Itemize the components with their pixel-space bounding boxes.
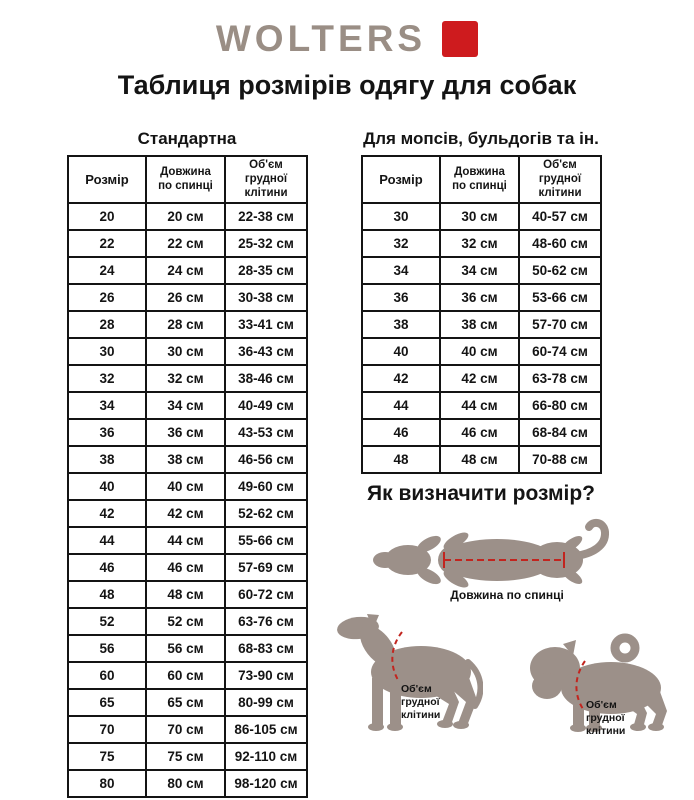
back-length-label: Довжина по спинці (450, 588, 564, 602)
table-cell: 63-76 см (225, 608, 307, 635)
table-cell: 30 см (440, 203, 519, 230)
table-cell: 52 см (146, 608, 225, 635)
wolters-logo (0, 20, 694, 57)
table-cell: 52-62 см (225, 500, 307, 527)
table-row (362, 446, 601, 473)
table-cell: 75 (68, 743, 146, 770)
table-cell: 33-41 см (225, 311, 307, 338)
table-cell: 70 см (146, 716, 225, 743)
table-cell: 38 (362, 311, 440, 338)
table-row (68, 365, 307, 392)
table-cell: 38 см (146, 446, 225, 473)
table-cell: 34 см (146, 392, 225, 419)
header-chest-girth: Об'єм грудної клітини (225, 156, 307, 203)
table-cell: 50-62 см (519, 257, 601, 284)
table-row (362, 203, 601, 230)
table-cell: 34 см (440, 257, 519, 284)
table-header-row (68, 156, 307, 203)
table-cell: 48 (68, 581, 146, 608)
table-cell: 46 см (440, 419, 519, 446)
standard-table-title: Стандартна (137, 129, 237, 148)
table-cell: 28-35 см (225, 257, 307, 284)
table-cell: 38-46 см (225, 365, 307, 392)
table-cell: 57-69 см (225, 554, 307, 581)
table-cell: 63-78 см (519, 365, 601, 392)
table-cell: 60-74 см (519, 338, 601, 365)
table-cell: 49-60 см (225, 473, 307, 500)
dog-top-view-illustration (372, 518, 614, 596)
table-row (362, 311, 601, 338)
table-cell: 86-105 см (225, 716, 307, 743)
table-cell: 60-72 см (225, 581, 307, 608)
table-cell: 42 (362, 365, 440, 392)
table-cell: 98-120 см (225, 770, 307, 797)
table-row (68, 743, 307, 770)
table-row (68, 716, 307, 743)
table-row (362, 419, 601, 446)
chest-girth-label: Об'єм грудної клітини (401, 683, 441, 722)
table-cell: 68-83 см (225, 635, 307, 662)
table-cell: 34 (362, 257, 440, 284)
pug-size-table (361, 155, 602, 474)
table-row (68, 473, 307, 500)
table-cell: 70 (68, 716, 146, 743)
table-cell: 44 (362, 392, 440, 419)
table-cell: 26 см (146, 284, 225, 311)
table-cell: 32 (362, 230, 440, 257)
table-cell: 65 см (146, 689, 225, 716)
table-cell: 40 см (146, 473, 225, 500)
table-cell: 53-66 см (519, 284, 601, 311)
table-cell: 40 (68, 473, 146, 500)
table-cell: 40 см (440, 338, 519, 365)
header-size: Розмір (362, 156, 440, 203)
table-cell: 48-60 см (519, 230, 601, 257)
table-cell: 44 см (146, 527, 225, 554)
table-cell: 24 см (146, 257, 225, 284)
table-cell: 22 см (146, 230, 225, 257)
table-cell: 30-38 см (225, 284, 307, 311)
table-cell: 68-84 см (519, 419, 601, 446)
table-cell: 20 (68, 203, 146, 230)
table-cell: 36 (362, 284, 440, 311)
table-cell: 40-49 см (225, 392, 307, 419)
table-cell: 60 см (146, 662, 225, 689)
table-cell: 44 (68, 527, 146, 554)
table-row (68, 608, 307, 635)
table-cell: 56 (68, 635, 146, 662)
header-chest-girth: Об'єм грудної клітини (519, 156, 601, 203)
table-cell: 22-38 см (225, 203, 307, 230)
table-cell: 60 (68, 662, 146, 689)
table-cell: 42 (68, 500, 146, 527)
table-cell: 43-53 см (225, 419, 307, 446)
header-back-length: Довжина по спинці (440, 156, 519, 203)
table-cell: 40 (362, 338, 440, 365)
table-row (362, 257, 601, 284)
table-cell: 36 см (440, 284, 519, 311)
table-cell: 75 см (146, 743, 225, 770)
standard-size-table (67, 155, 308, 798)
table-cell: 32 (68, 365, 146, 392)
table-row (68, 338, 307, 365)
pug-table-title: Для мопсів, бульдогів та ін. (363, 129, 599, 148)
table-row (68, 689, 307, 716)
table-cell: 48 см (146, 581, 225, 608)
table-cell: 92-110 см (225, 743, 307, 770)
table-cell: 30 (68, 338, 146, 365)
table-row (68, 230, 307, 257)
table-row (68, 554, 307, 581)
table-cell: 46-56 см (225, 446, 307, 473)
table-cell: 22 (68, 230, 146, 257)
table-cell: 28 (68, 311, 146, 338)
table-cell: 52 (68, 608, 146, 635)
table-row (68, 284, 307, 311)
table-cell: 48 см (440, 446, 519, 473)
table-row (362, 230, 601, 257)
table-cell: 30 см (146, 338, 225, 365)
table-cell: 46 (362, 419, 440, 446)
table-row (68, 446, 307, 473)
table-cell: 46 (68, 554, 146, 581)
table-cell: 56 см (146, 635, 225, 662)
table-cell: 55-66 см (225, 527, 307, 554)
table-cell: 26 (68, 284, 146, 311)
table-header-row (362, 156, 601, 203)
table-cell: 70-88 см (519, 446, 601, 473)
table-row (362, 284, 601, 311)
table-cell: 80-99 см (225, 689, 307, 716)
table-row (68, 419, 307, 446)
table-cell: 42 см (440, 365, 519, 392)
how-to-title: Як визначити розмір? (367, 482, 595, 505)
logo-text: WOLTERS (215, 18, 427, 59)
table-cell: 38 см (440, 311, 519, 338)
table-cell: 44 см (440, 392, 519, 419)
page-title: Таблиця розмірів одягу для собак (117, 70, 577, 100)
header-size: Розмір (68, 156, 146, 203)
table-cell: 36 (68, 419, 146, 446)
table-row (362, 392, 601, 419)
table-row (68, 635, 307, 662)
table-cell: 32 см (440, 230, 519, 257)
table-cell: 20 см (146, 203, 225, 230)
table-row (362, 365, 601, 392)
table-row (68, 770, 307, 797)
table-cell: 28 см (146, 311, 225, 338)
table-cell: 80 (68, 770, 146, 797)
table-cell: 66-80 см (519, 392, 601, 419)
table-row (68, 581, 307, 608)
table-row (68, 500, 307, 527)
table-cell: 36-43 см (225, 338, 307, 365)
table-cell: 57-70 см (519, 311, 601, 338)
table-row (68, 257, 307, 284)
table-cell: 80 см (146, 770, 225, 797)
table-row (68, 527, 307, 554)
logo-red-square-icon (442, 21, 478, 57)
table-cell: 42 см (146, 500, 225, 527)
header-back-length: Довжина по спинці (146, 156, 225, 203)
table-cell: 38 (68, 446, 146, 473)
dog-top-view-silhouette (373, 523, 605, 591)
table-row (68, 311, 307, 338)
table-row (68, 203, 307, 230)
chest-girth-label: Об'єм грудної клітини (586, 699, 626, 738)
table-cell: 46 см (146, 554, 225, 581)
table-cell: 24 (68, 257, 146, 284)
table-cell: 34 (68, 392, 146, 419)
table-cell: 48 (362, 446, 440, 473)
table-row (68, 662, 307, 689)
table-cell: 25-32 см (225, 230, 307, 257)
table-row (362, 338, 601, 365)
table-cell: 30 (362, 203, 440, 230)
table-cell: 36 см (146, 419, 225, 446)
table-cell: 65 (68, 689, 146, 716)
table-row (68, 392, 307, 419)
table-cell: 40-57 см (519, 203, 601, 230)
table-cell: 32 см (146, 365, 225, 392)
table-cell: 73-90 см (225, 662, 307, 689)
